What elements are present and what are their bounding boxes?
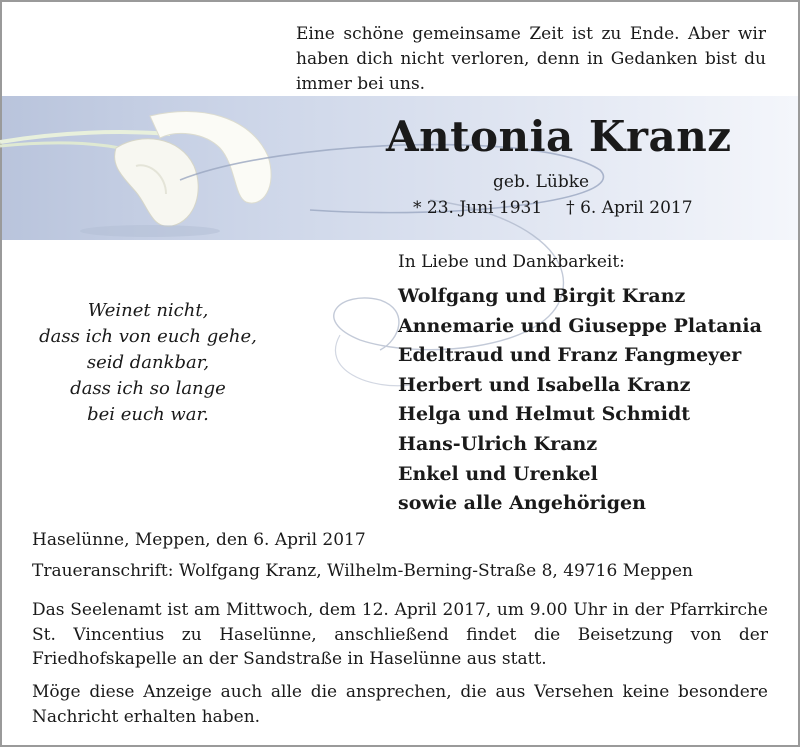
thanks-intro: In Liebe und Dankbarkeit:	[398, 252, 625, 272]
poem-line: bei euch war.	[87, 404, 209, 425]
mourner-entry: Hans-Ulrich Kranz	[398, 432, 598, 455]
deceased-name: Antonia Kranz	[386, 112, 732, 161]
poem-line: dass ich von euch gehe,	[39, 326, 257, 347]
birth-date: * 23. Juni 1931	[413, 198, 543, 218]
life-dates	[413, 198, 693, 218]
notice-remark: Möge diese Anzeige auch alle die ansprechen, die aus Versehen keine besondere Nachricht erhalten haben.	[32, 682, 768, 727]
mourner-entry: Enkel und Urenkel	[398, 462, 598, 485]
poem	[30, 298, 266, 428]
maiden-name: geb. Lübke	[493, 172, 590, 192]
mourner-entry: Annemarie und Giuseppe Platania	[398, 314, 762, 337]
mourner-entry: sowie alle Angehörigen	[398, 492, 646, 515]
mourner-entry: Herbert und Isabella Kranz	[398, 373, 691, 396]
mourning-address: Traueranschrift: Wolfgang Kranz, Wilhelm-Berning-Straße 8, 49716 Meppen	[32, 561, 693, 581]
mourners-list	[398, 282, 762, 519]
mourner-entry: Wolfgang und Birgit Kranz	[398, 285, 686, 307]
service-information: Das Seelenamt ist am Mittwoch, dem 12. April 2017, um 9.00 Uhr in der Pfarrkirche St. Vincentius zu Haselünne, anschließend findet die Beisetzung von der Friedhofskapelle an der Sandstraße in Haselünne aus statt.	[32, 600, 768, 669]
poem-line: seid dankbar,	[86, 352, 210, 373]
poem-line: Weinet nicht,	[87, 300, 209, 321]
place-and-date: Haselünne, Meppen, den 6. April 2017	[32, 530, 366, 550]
intro-quote: Eine schöne gemeinsame Zeit ist zu Ende. Aber wir haben dich nicht verloren, denn in Gedanken bist du immer bei uns.	[296, 24, 766, 94]
death-date: † 6. April 2017	[566, 198, 693, 218]
mourner-entry: Helga und Helmut Schmidt	[398, 403, 691, 426]
poem-line: dass ich so lange	[70, 378, 226, 399]
mourner-entry: Edeltraud und Franz Fangmeyer	[398, 344, 742, 367]
